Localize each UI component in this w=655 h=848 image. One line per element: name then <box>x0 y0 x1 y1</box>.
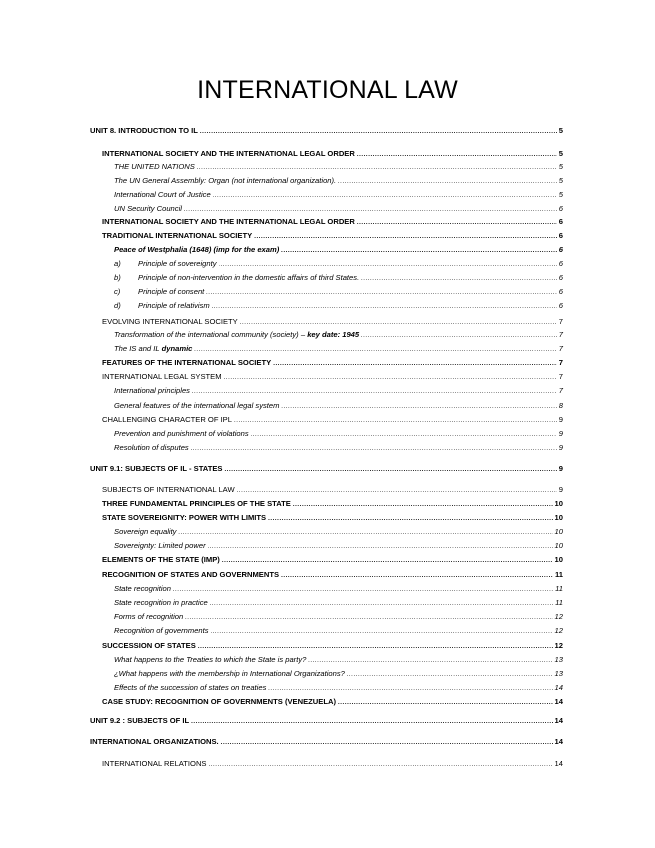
toc-entry-label: INTERNATIONAL ORGANIZATIONS. <box>90 737 219 746</box>
toc-page-number: 6 <box>558 231 563 240</box>
toc-leader <box>191 443 557 455</box>
toc-marker: c) <box>114 287 121 296</box>
toc-entry-label <box>114 329 359 341</box>
toc-leader <box>308 655 552 667</box>
toc-page-number: 10 <box>554 541 563 550</box>
toc-leader <box>273 358 557 370</box>
toc-leader <box>268 513 552 525</box>
toc-entry-label: INTERNATIONAL LEGAL SYSTEM <box>102 372 222 381</box>
toc-entry[interactable] <box>102 554 563 566</box>
toc-entry-label <box>114 272 359 284</box>
toc-entry[interactable] <box>102 484 563 496</box>
toc-entry-label: THREE FUNDAMENTAL PRINCIPLES OF THE STATE <box>102 499 291 508</box>
toc-page-number: 7 <box>558 386 563 395</box>
toc-entry[interactable] <box>102 498 563 510</box>
toc-entry-label: ¿What happens with the membership in International Organizations? <box>114 669 345 678</box>
toc-page-number: 11 <box>555 598 563 607</box>
toc-entry[interactable] <box>114 161 563 173</box>
toc-entry-label: UNIT 9.1: SUBJECTS OF IL - STATES <box>90 464 223 473</box>
toc-entry[interactable] <box>114 583 563 595</box>
toc-leader <box>194 344 556 356</box>
toc-leader <box>222 555 553 567</box>
toc-entry-text: Principle of sovereignty <box>138 259 217 268</box>
toc-entry-text: Principle of relativism <box>138 301 210 310</box>
toc-entry[interactable] <box>114 244 563 256</box>
toc-page-number: 6 <box>558 245 563 254</box>
toc-page-number: 9 <box>558 415 563 424</box>
toc-entry[interactable] <box>114 385 563 397</box>
toc-entry-label: RECOGNITION OF STATES AND GOVERNMENTS <box>102 570 280 579</box>
toc-entry-label: CASE STUDY: RECOGNITION OF GOVERNMENTS (VENEZUELA) <box>102 697 337 706</box>
toc-entry[interactable] <box>102 640 563 652</box>
toc-entry[interactable] <box>114 258 563 270</box>
toc-entry[interactable] <box>102 414 563 426</box>
toc-entry-label: Prevention and punishment of violations <box>114 429 249 438</box>
toc-entry-label <box>114 300 210 312</box>
toc-leader <box>173 584 553 596</box>
toc-leader <box>234 415 557 427</box>
toc-entry[interactable] <box>114 597 563 609</box>
toc-leader <box>293 499 553 511</box>
toc-entry-label: EVOLVING INTERNATIONAL SOCIETY <box>102 317 238 326</box>
toc-entry-label <box>114 343 192 355</box>
toc-entry-label: INTERNATIONAL RELATIONS <box>102 759 207 768</box>
toc-leader <box>224 464 556 476</box>
toc-leader <box>210 598 553 610</box>
toc-entry[interactable] <box>114 329 563 341</box>
toc-entry[interactable] <box>114 300 563 312</box>
toc-entry-label: The UN General Assembly: Organ (not international organization). <box>114 176 337 185</box>
toc-page-number: 11 <box>555 584 563 593</box>
toc-leader <box>251 429 557 441</box>
toc-leader <box>211 626 553 638</box>
toc-leader <box>206 287 556 299</box>
toc-leader <box>219 259 557 271</box>
toc-leader <box>213 190 557 202</box>
toc-entry[interactable] <box>114 442 563 454</box>
toc-page-number: 9 <box>558 429 563 438</box>
toc-leader <box>224 372 557 384</box>
toc-entry[interactable] <box>102 230 563 242</box>
toc-leader <box>338 697 553 709</box>
toc-entry-label: ELEMENTS OF THE STATE (IMP) <box>102 555 220 564</box>
toc-entry-label: Sovereign equality <box>114 527 177 536</box>
toc-page-number: 14 <box>554 716 563 725</box>
toc-marker: b) <box>114 273 121 282</box>
toc-entry-label: UNIT 8. INTRODUCTION TO IL <box>90 126 198 135</box>
toc-page-number: 9 <box>558 464 563 473</box>
toc-entry[interactable] <box>102 696 563 708</box>
toc-leader <box>191 716 552 728</box>
toc-entry-label: SUCCESSION OF STATES <box>102 641 196 650</box>
toc-leader <box>208 541 553 553</box>
toc-entry-label: SUBJECTS OF INTERNATIONAL LAW <box>102 485 235 494</box>
toc-entry[interactable] <box>114 400 563 412</box>
toc-page-number: 14 <box>554 683 563 692</box>
toc-page-number: 7 <box>558 372 563 381</box>
toc-entry-label: INTERNATIONAL SOCIETY AND THE INTERNATIONAL LEGAL ORDER <box>102 217 355 226</box>
toc-entry-emphasis: key date: 1945 <box>307 330 360 339</box>
toc-marker: d) <box>114 301 121 310</box>
toc-page-number: 12 <box>554 641 563 650</box>
toc-entry[interactable] <box>114 286 563 298</box>
toc-page-number: 13 <box>554 655 563 664</box>
toc-leader <box>281 401 556 413</box>
toc-leader <box>357 217 557 229</box>
toc-entry-label: Peace of Westphalia (1648) (imp for the exam) <box>114 245 280 254</box>
toc-leader <box>281 245 556 257</box>
toc-entry[interactable] <box>102 148 563 160</box>
toc-entry-label: INTERNATIONAL SOCIETY AND THE INTERNATIONAL LEGAL ORDER <box>102 149 355 158</box>
toc-leader <box>237 485 557 497</box>
toc-leader <box>198 641 553 653</box>
toc-page-number: 11 <box>554 570 563 579</box>
toc-entry-label: Forms of recognition <box>114 612 184 621</box>
toc-marker: a) <box>114 259 121 268</box>
toc-page-number: 6 <box>558 273 563 282</box>
toc-entry-label: CHALLENGING CHARACTER OF IPL <box>102 415 232 424</box>
toc-entry[interactable] <box>114 189 563 201</box>
toc-page-number: 6 <box>558 217 563 226</box>
toc-leader <box>221 737 553 749</box>
toc-page-number: 5 <box>558 126 563 135</box>
toc-entry[interactable] <box>102 371 563 383</box>
toc-entry-label: Effects of the succession of states on treaties <box>114 683 267 692</box>
toc-entry[interactable] <box>114 272 563 284</box>
toc-entry[interactable] <box>114 625 563 637</box>
toc-entry-label: State recognition in practice <box>114 598 208 607</box>
toc-leader <box>281 570 553 582</box>
toc-entry-label <box>114 286 204 298</box>
toc-entry-label: Recognition of governments <box>114 626 209 635</box>
toc-entry-text: Principle of non-intervention in the domestic affairs of third States. <box>138 273 360 282</box>
toc-leader <box>240 317 557 329</box>
toc-leader <box>178 527 552 539</box>
toc-entry[interactable] <box>102 512 563 524</box>
toc-entry-text: Principle of consent <box>138 287 205 296</box>
toc-leader <box>254 231 557 243</box>
toc-entry[interactable] <box>102 569 563 581</box>
toc-entry[interactable] <box>114 526 563 538</box>
toc-leader <box>357 149 557 161</box>
toc-page-number: 10 <box>554 499 563 508</box>
toc-page-number: 9 <box>558 485 563 494</box>
toc-page-number: 5 <box>558 149 563 158</box>
toc-entry-emphasis: dynamic <box>161 344 193 353</box>
toc-leader <box>197 162 557 174</box>
toc-entry-label: State recognition <box>114 584 171 593</box>
toc-entry[interactable] <box>90 125 563 137</box>
toc-page-number: 13 <box>554 669 563 678</box>
toc-entry-label: THE UNITED NATIONS <box>114 162 195 171</box>
toc-leader <box>200 126 557 138</box>
toc-entry[interactable] <box>102 216 563 228</box>
toc-page-number: 10 <box>554 527 563 536</box>
toc-leader <box>209 759 553 771</box>
toc-entry-label: TRADITIONAL INTERNATIONAL SOCIETY <box>102 231 253 240</box>
toc-page-number: 5 <box>558 162 563 171</box>
toc-entry[interactable] <box>114 611 563 623</box>
toc-leader <box>212 301 557 313</box>
toc-leader <box>361 330 557 342</box>
toc-page-number: 7 <box>558 344 563 353</box>
toc-leader <box>347 669 553 681</box>
toc-page-number: 12 <box>554 626 563 635</box>
toc-page-number: 10 <box>554 555 563 564</box>
toc-entry-label: International Court of Justice <box>114 190 211 199</box>
toc-page-number: 5 <box>558 176 563 185</box>
toc-entry[interactable] <box>114 668 563 680</box>
toc-leader <box>192 386 557 398</box>
toc-entry-text: Transformation of the international community (society) – <box>114 330 306 339</box>
toc-page-number: 9 <box>558 443 563 452</box>
toc-page-number: 12 <box>554 612 563 621</box>
toc-leader <box>338 176 557 188</box>
toc-entry-label: STATE SOVEREIGNITY: POWER WITH LIMITS <box>102 513 267 522</box>
toc-entry[interactable] <box>102 357 563 369</box>
toc-entry-label: UN Security Council <box>114 204 182 213</box>
toc-page-number: 6 <box>558 259 563 268</box>
toc-entry-label: International principles <box>114 386 190 395</box>
toc-entry-label <box>114 258 217 270</box>
toc-entry-text: The IS and IL <box>114 344 160 353</box>
toc-entry-label: General features of the international legal system <box>114 401 280 410</box>
toc-page-number: 8 <box>558 401 563 410</box>
toc-page-number: 6 <box>558 287 563 296</box>
toc-entry-label: FEATURES OF THE INTERNATIONAL SOCIETY <box>102 358 272 367</box>
toc-entry[interactable] <box>114 654 563 666</box>
toc-entry[interactable] <box>102 316 563 328</box>
toc-entry[interactable] <box>114 540 563 552</box>
toc-page-number: 14 <box>554 697 563 706</box>
toc-leader <box>185 612 552 624</box>
toc-page-number: 14 <box>554 737 563 746</box>
toc-page-number: 7 <box>558 358 563 367</box>
toc-page-number: 14 <box>554 759 563 768</box>
toc-page-number: 6 <box>558 301 563 310</box>
toc-page-number: 10 <box>554 513 563 522</box>
toc-entry[interactable] <box>114 428 563 440</box>
toc-page-number: 5 <box>558 190 563 199</box>
toc-entry[interactable] <box>114 682 563 694</box>
toc-entry[interactable] <box>114 343 563 355</box>
toc-entry[interactable] <box>90 736 563 748</box>
toc-entry-label: Resolution of disputes <box>114 443 189 452</box>
toc-entry[interactable] <box>90 715 563 727</box>
toc-page-number: 7 <box>558 330 563 339</box>
toc-entry[interactable] <box>102 758 563 770</box>
document-title: INTERNATIONAL LAW <box>197 76 458 104</box>
toc-entry-label: What happens to the Treaties to which the State is party? <box>114 655 307 664</box>
toc-entry-label: Sovereignty: Limited power <box>114 541 206 550</box>
toc-entry[interactable] <box>114 203 563 215</box>
toc-entry[interactable] <box>114 175 563 187</box>
toc-leader <box>184 204 557 216</box>
toc-page-number: 6 <box>558 204 563 213</box>
toc-entry[interactable] <box>90 463 563 475</box>
toc-leader <box>268 683 552 695</box>
toc-page-number: 7 <box>558 317 563 326</box>
toc-entry-label: UNIT 9.2 : SUBJECTS OF IL <box>90 716 190 725</box>
toc-leader <box>361 273 557 285</box>
